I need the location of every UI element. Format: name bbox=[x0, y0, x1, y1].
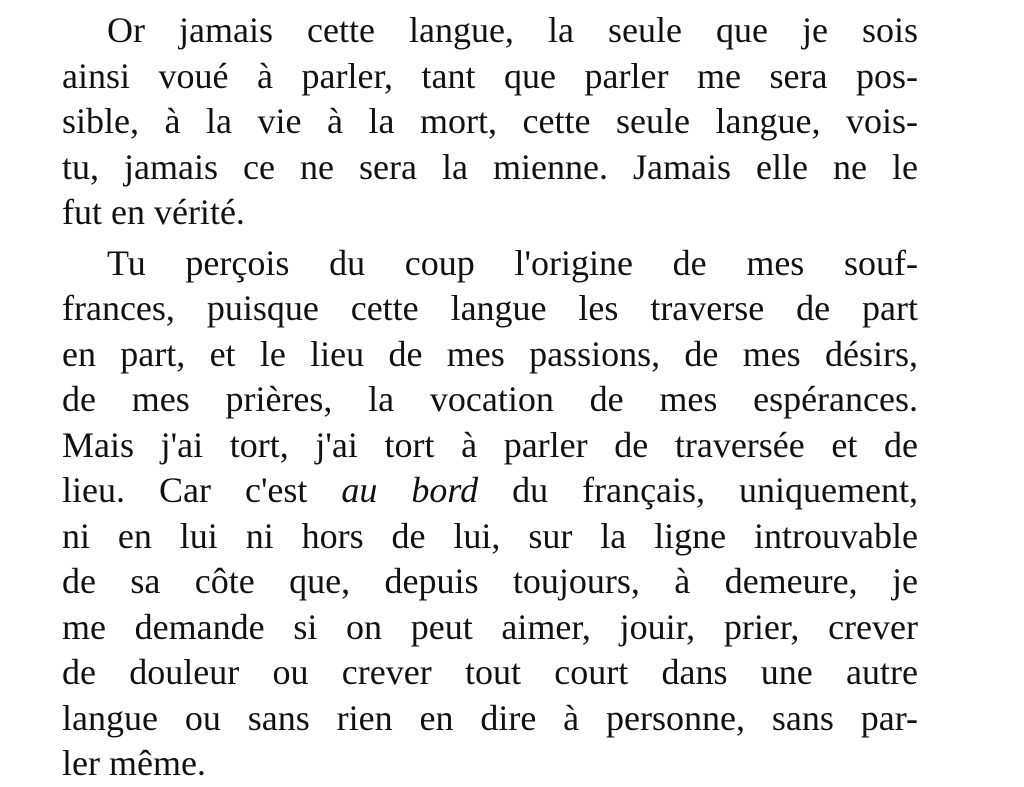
text-line: sible, à la vie à la mort, cette seule langue, vois- bbox=[62, 101, 918, 141]
text-line-with-italic bbox=[62, 468, 918, 514]
page-text bbox=[62, 8, 918, 787]
text-line: de mes prières, la vocation de mes espérances. bbox=[62, 379, 918, 419]
text-line: en part, et le lieu de mes passions, de mes désirs, bbox=[62, 333, 918, 374]
text-line: de douleur ou crever tout court dans une autre bbox=[62, 652, 918, 692]
text-line: de sa côte que, depuis toujours, à demeure, je bbox=[62, 561, 918, 601]
text-line: Or jamais cette langue, la seule que je sois bbox=[107, 10, 918, 50]
text-line: Tu perçois du coup l'origine de mes souf- bbox=[107, 242, 918, 283]
text-line: ler même. bbox=[62, 743, 206, 783]
text-line: frances, puisque cette langue les traverse de part bbox=[62, 288, 918, 328]
text-line: me demande si on peut aimer, jouir, prier, crever bbox=[62, 606, 918, 647]
text-line: fut en vérité. bbox=[62, 192, 245, 232]
text-line: tu, jamais ce ne sera la mienne. Jamais elle ne le bbox=[62, 146, 918, 187]
text-segment: lieu. Car c'est bbox=[62, 470, 342, 510]
italic-phrase: au bord bbox=[341, 470, 479, 510]
text-segment: du français, uniquement, bbox=[478, 470, 918, 510]
text-line: Mais j'ai tort, j'ai tort à parler de traversée et de bbox=[62, 424, 918, 465]
text-line: ni en lui ni hors de lui, sur la ligne introuvable bbox=[62, 515, 918, 556]
text-line: langue ou sans rien en dire à personne, sans par- bbox=[62, 697, 918, 738]
text-line: ainsi voué à parler, tant que parler me sera pos- bbox=[62, 55, 918, 96]
paragraph-1 bbox=[62, 8, 918, 236]
paragraph-2 bbox=[62, 241, 918, 787]
